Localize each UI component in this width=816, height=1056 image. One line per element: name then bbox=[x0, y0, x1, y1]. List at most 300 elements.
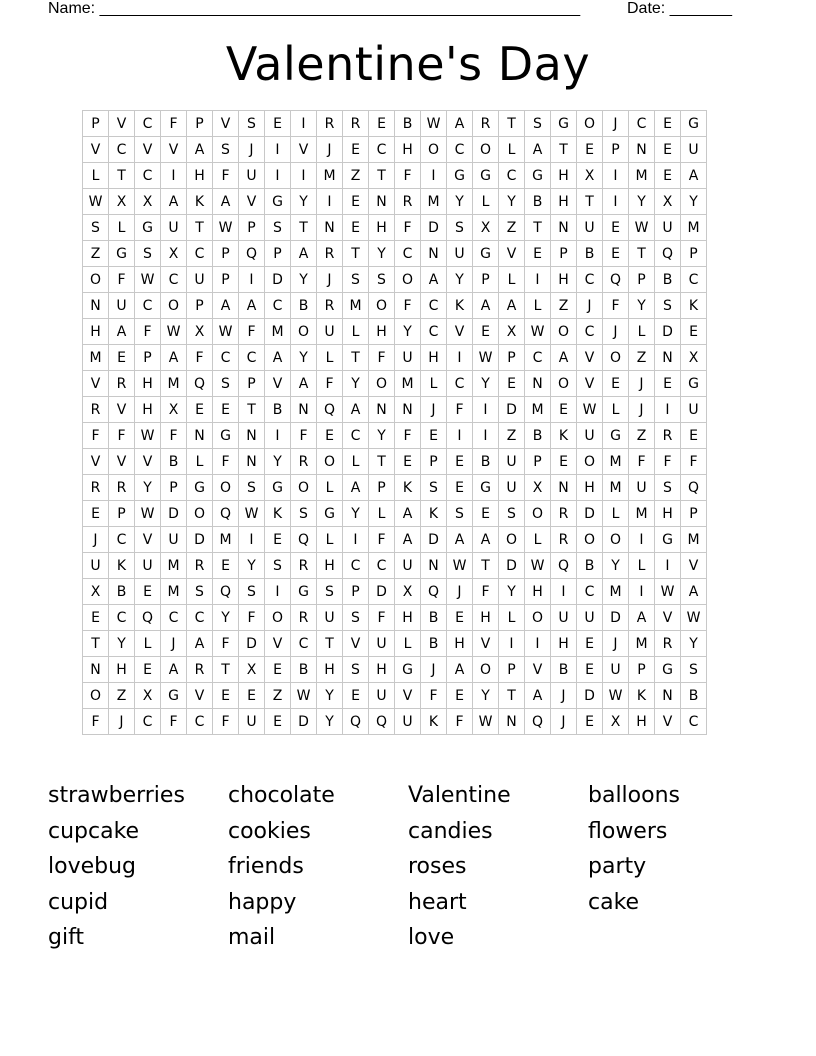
grid-cell[interactable]: F bbox=[109, 267, 135, 293]
grid-cell[interactable]: C bbox=[187, 605, 213, 631]
grid-cell[interactable]: G bbox=[473, 475, 499, 501]
grid-cell[interactable]: S bbox=[343, 605, 369, 631]
grid-cell[interactable]: U bbox=[447, 241, 473, 267]
grid-cell[interactable]: Q bbox=[213, 501, 239, 527]
grid-cell[interactable]: I bbox=[265, 137, 291, 163]
grid-cell[interactable]: F bbox=[187, 345, 213, 371]
grid-cell[interactable]: E bbox=[603, 241, 629, 267]
grid-cell[interactable]: P bbox=[109, 501, 135, 527]
grid-cell[interactable]: U bbox=[577, 215, 603, 241]
grid-cell[interactable]: E bbox=[187, 397, 213, 423]
grid-cell[interactable]: A bbox=[473, 527, 499, 553]
grid-cell[interactable]: F bbox=[161, 423, 187, 449]
grid-cell[interactable]: C bbox=[161, 267, 187, 293]
grid-cell[interactable]: H bbox=[369, 657, 395, 683]
grid-cell[interactable]: F bbox=[239, 319, 265, 345]
grid-cell[interactable]: O bbox=[161, 293, 187, 319]
grid-cell[interactable]: N bbox=[187, 423, 213, 449]
grid-cell[interactable]: L bbox=[317, 475, 343, 501]
grid-cell[interactable]: P bbox=[187, 111, 213, 137]
grid-cell[interactable]: F bbox=[213, 709, 239, 735]
grid-cell[interactable]: R bbox=[291, 553, 317, 579]
grid-cell[interactable]: X bbox=[161, 241, 187, 267]
grid-cell[interactable]: O bbox=[369, 371, 395, 397]
grid-cell[interactable]: Z bbox=[83, 241, 109, 267]
grid-cell[interactable]: K bbox=[187, 189, 213, 215]
grid-cell[interactable]: E bbox=[317, 423, 343, 449]
grid-cell[interactable]: O bbox=[83, 683, 109, 709]
grid-cell[interactable]: I bbox=[239, 267, 265, 293]
grid-cell[interactable]: U bbox=[655, 215, 681, 241]
grid-cell[interactable]: E bbox=[213, 683, 239, 709]
grid-cell[interactable]: W bbox=[135, 501, 161, 527]
grid-cell[interactable]: M bbox=[161, 579, 187, 605]
grid-cell[interactable]: F bbox=[83, 423, 109, 449]
grid-cell[interactable]: G bbox=[213, 423, 239, 449]
grid-cell[interactable]: J bbox=[83, 527, 109, 553]
grid-cell[interactable]: H bbox=[369, 319, 395, 345]
grid-cell[interactable]: A bbox=[395, 527, 421, 553]
grid-cell[interactable]: Z bbox=[499, 423, 525, 449]
grid-cell[interactable]: T bbox=[317, 631, 343, 657]
grid-cell[interactable]: F bbox=[369, 605, 395, 631]
grid-cell[interactable]: B bbox=[473, 449, 499, 475]
grid-cell[interactable]: L bbox=[135, 631, 161, 657]
grid-cell[interactable]: E bbox=[603, 215, 629, 241]
grid-cell[interactable]: E bbox=[421, 423, 447, 449]
grid-cell[interactable]: F bbox=[109, 423, 135, 449]
grid-cell[interactable]: N bbox=[421, 553, 447, 579]
grid-cell[interactable]: A bbox=[525, 137, 551, 163]
grid-cell[interactable]: Q bbox=[369, 709, 395, 735]
grid-cell[interactable]: V bbox=[109, 111, 135, 137]
grid-cell[interactable]: Y bbox=[135, 475, 161, 501]
grid-cell[interactable]: P bbox=[187, 293, 213, 319]
grid-cell[interactable]: I bbox=[629, 527, 655, 553]
grid-cell[interactable]: K bbox=[447, 293, 473, 319]
grid-cell[interactable]: M bbox=[213, 527, 239, 553]
grid-cell[interactable]: F bbox=[239, 605, 265, 631]
grid-cell[interactable]: G bbox=[681, 371, 707, 397]
grid-cell[interactable]: A bbox=[265, 345, 291, 371]
grid-cell[interactable]: Y bbox=[317, 683, 343, 709]
grid-cell[interactable]: K bbox=[681, 293, 707, 319]
grid-cell[interactable]: O bbox=[473, 657, 499, 683]
grid-cell[interactable]: E bbox=[655, 137, 681, 163]
grid-cell[interactable]: P bbox=[603, 137, 629, 163]
grid-cell[interactable]: R bbox=[187, 553, 213, 579]
grid-cell[interactable]: N bbox=[655, 345, 681, 371]
grid-cell[interactable]: Y bbox=[317, 709, 343, 735]
grid-cell[interactable]: U bbox=[577, 605, 603, 631]
grid-cell[interactable]: W bbox=[83, 189, 109, 215]
grid-cell[interactable]: I bbox=[343, 527, 369, 553]
grid-cell[interactable]: U bbox=[603, 657, 629, 683]
grid-cell[interactable]: R bbox=[551, 527, 577, 553]
grid-cell[interactable]: H bbox=[551, 267, 577, 293]
grid-cell[interactable]: O bbox=[265, 605, 291, 631]
grid-cell[interactable]: D bbox=[499, 553, 525, 579]
grid-cell[interactable]: N bbox=[83, 657, 109, 683]
grid-cell[interactable]: S bbox=[135, 241, 161, 267]
grid-cell[interactable]: E bbox=[239, 683, 265, 709]
grid-cell[interactable]: U bbox=[629, 475, 655, 501]
grid-cell[interactable]: Q bbox=[187, 371, 213, 397]
grid-cell[interactable]: E bbox=[681, 319, 707, 345]
grid-cell[interactable]: M bbox=[525, 397, 551, 423]
grid-cell[interactable]: M bbox=[629, 163, 655, 189]
grid-cell[interactable]: I bbox=[291, 111, 317, 137]
grid-cell[interactable]: A bbox=[109, 319, 135, 345]
grid-cell[interactable]: H bbox=[447, 631, 473, 657]
grid-cell[interactable]: W bbox=[525, 553, 551, 579]
grid-cell[interactable]: I bbox=[603, 189, 629, 215]
grid-cell[interactable]: I bbox=[291, 163, 317, 189]
grid-cell[interactable]: W bbox=[577, 397, 603, 423]
grid-cell[interactable]: F bbox=[317, 371, 343, 397]
grid-cell[interactable]: Y bbox=[343, 371, 369, 397]
grid-cell[interactable]: F bbox=[421, 683, 447, 709]
grid-cell[interactable]: C bbox=[447, 137, 473, 163]
grid-cell[interactable]: J bbox=[629, 371, 655, 397]
grid-cell[interactable]: T bbox=[499, 683, 525, 709]
name-field[interactable]: Name: ______________________________________________________ bbox=[48, 0, 581, 17]
grid-cell[interactable]: Q bbox=[551, 553, 577, 579]
grid-cell[interactable]: H bbox=[395, 137, 421, 163]
grid-cell[interactable]: R bbox=[395, 189, 421, 215]
grid-cell[interactable]: H bbox=[187, 163, 213, 189]
grid-cell[interactable]: V bbox=[655, 709, 681, 735]
grid-cell[interactable]: E bbox=[655, 163, 681, 189]
grid-cell[interactable]: I bbox=[655, 397, 681, 423]
grid-cell[interactable]: Y bbox=[369, 241, 395, 267]
grid-cell[interactable]: C bbox=[109, 137, 135, 163]
grid-cell[interactable]: H bbox=[395, 605, 421, 631]
grid-cell[interactable]: G bbox=[187, 475, 213, 501]
grid-cell[interactable]: I bbox=[473, 423, 499, 449]
grid-cell[interactable]: W bbox=[291, 683, 317, 709]
grid-cell[interactable]: V bbox=[135, 449, 161, 475]
grid-cell[interactable]: U bbox=[369, 631, 395, 657]
grid-cell[interactable]: X bbox=[603, 709, 629, 735]
grid-cell[interactable]: E bbox=[343, 683, 369, 709]
grid-cell[interactable]: A bbox=[161, 189, 187, 215]
grid-cell[interactable]: V bbox=[265, 631, 291, 657]
grid-cell[interactable]: G bbox=[551, 111, 577, 137]
grid-cell[interactable]: R bbox=[343, 111, 369, 137]
grid-cell[interactable]: A bbox=[525, 683, 551, 709]
grid-cell[interactable]: J bbox=[317, 137, 343, 163]
grid-cell[interactable]: Y bbox=[473, 371, 499, 397]
grid-cell[interactable]: X bbox=[239, 657, 265, 683]
grid-cell[interactable]: E bbox=[135, 657, 161, 683]
grid-cell[interactable]: R bbox=[317, 293, 343, 319]
grid-cell[interactable]: P bbox=[525, 449, 551, 475]
grid-cell[interactable]: C bbox=[265, 293, 291, 319]
grid-cell[interactable]: N bbox=[369, 189, 395, 215]
grid-cell[interactable]: L bbox=[317, 345, 343, 371]
grid-cell[interactable]: V bbox=[161, 137, 187, 163]
grid-cell[interactable]: T bbox=[83, 631, 109, 657]
grid-cell[interactable]: B bbox=[265, 397, 291, 423]
grid-cell[interactable]: Z bbox=[629, 345, 655, 371]
grid-cell[interactable]: F bbox=[447, 709, 473, 735]
grid-cell[interactable]: I bbox=[499, 631, 525, 657]
grid-cell[interactable]: F bbox=[447, 397, 473, 423]
grid-cell[interactable]: E bbox=[681, 423, 707, 449]
grid-cell[interactable]: H bbox=[83, 319, 109, 345]
grid-cell[interactable]: E bbox=[551, 397, 577, 423]
grid-cell[interactable]: I bbox=[421, 163, 447, 189]
grid-cell[interactable]: G bbox=[603, 423, 629, 449]
grid-cell[interactable]: O bbox=[525, 501, 551, 527]
grid-cell[interactable]: J bbox=[161, 631, 187, 657]
grid-cell[interactable]: O bbox=[369, 293, 395, 319]
grid-cell[interactable]: E bbox=[551, 449, 577, 475]
grid-cell[interactable]: G bbox=[291, 579, 317, 605]
grid-cell[interactable]: W bbox=[681, 605, 707, 631]
grid-cell[interactable]: S bbox=[213, 371, 239, 397]
grid-cell[interactable]: C bbox=[629, 111, 655, 137]
grid-cell[interactable]: S bbox=[681, 657, 707, 683]
grid-cell[interactable]: F bbox=[395, 215, 421, 241]
grid-cell[interactable]: V bbox=[655, 605, 681, 631]
grid-cell[interactable]: G bbox=[681, 111, 707, 137]
grid-cell[interactable]: E bbox=[473, 501, 499, 527]
grid-cell[interactable]: Y bbox=[603, 553, 629, 579]
grid-cell[interactable]: V bbox=[473, 631, 499, 657]
grid-cell[interactable]: I bbox=[655, 553, 681, 579]
grid-cell[interactable]: C bbox=[681, 709, 707, 735]
grid-cell[interactable]: S bbox=[655, 293, 681, 319]
grid-cell[interactable]: V bbox=[499, 241, 525, 267]
grid-cell[interactable]: F bbox=[681, 449, 707, 475]
grid-cell[interactable]: J bbox=[603, 111, 629, 137]
grid-cell[interactable]: J bbox=[629, 397, 655, 423]
grid-cell[interactable]: V bbox=[265, 371, 291, 397]
grid-cell[interactable]: A bbox=[629, 605, 655, 631]
grid-cell[interactable]: D bbox=[499, 397, 525, 423]
grid-cell[interactable]: A bbox=[447, 657, 473, 683]
grid-cell[interactable]: A bbox=[551, 345, 577, 371]
grid-cell[interactable]: M bbox=[395, 371, 421, 397]
grid-cell[interactable]: L bbox=[395, 631, 421, 657]
grid-cell[interactable]: V bbox=[525, 657, 551, 683]
grid-cell[interactable]: S bbox=[343, 267, 369, 293]
grid-cell[interactable]: M bbox=[603, 449, 629, 475]
grid-cell[interactable]: C bbox=[135, 111, 161, 137]
grid-cell[interactable]: N bbox=[629, 137, 655, 163]
grid-cell[interactable]: W bbox=[421, 111, 447, 137]
grid-cell[interactable]: P bbox=[265, 241, 291, 267]
grid-cell[interactable]: E bbox=[265, 709, 291, 735]
grid-cell[interactable]: M bbox=[681, 527, 707, 553]
grid-cell[interactable]: T bbox=[291, 215, 317, 241]
grid-cell[interactable]: Q bbox=[291, 527, 317, 553]
grid-cell[interactable]: O bbox=[499, 527, 525, 553]
grid-cell[interactable]: Y bbox=[681, 631, 707, 657]
grid-cell[interactable]: Y bbox=[629, 189, 655, 215]
grid-cell[interactable]: T bbox=[187, 215, 213, 241]
grid-cell[interactable]: B bbox=[551, 657, 577, 683]
grid-cell[interactable]: E bbox=[343, 215, 369, 241]
grid-cell[interactable]: F bbox=[161, 709, 187, 735]
grid-cell[interactable]: K bbox=[421, 709, 447, 735]
grid-cell[interactable]: R bbox=[83, 475, 109, 501]
grid-cell[interactable]: G bbox=[655, 527, 681, 553]
grid-cell[interactable]: U bbox=[317, 605, 343, 631]
grid-cell[interactable]: A bbox=[421, 267, 447, 293]
grid-cell[interactable]: H bbox=[135, 371, 161, 397]
grid-cell[interactable]: A bbox=[395, 501, 421, 527]
grid-cell[interactable]: D bbox=[421, 215, 447, 241]
grid-cell[interactable]: W bbox=[629, 215, 655, 241]
grid-cell[interactable]: D bbox=[603, 605, 629, 631]
grid-cell[interactable]: H bbox=[135, 397, 161, 423]
grid-cell[interactable]: W bbox=[161, 319, 187, 345]
grid-cell[interactable]: A bbox=[447, 111, 473, 137]
grid-cell[interactable]: C bbox=[291, 631, 317, 657]
grid-cell[interactable]: E bbox=[213, 553, 239, 579]
grid-cell[interactable]: Y bbox=[369, 423, 395, 449]
grid-cell[interactable]: S bbox=[447, 501, 473, 527]
grid-cell[interactable]: W bbox=[655, 579, 681, 605]
grid-cell[interactable]: F bbox=[135, 319, 161, 345]
grid-cell[interactable]: E bbox=[83, 605, 109, 631]
grid-cell[interactable]: S bbox=[447, 215, 473, 241]
grid-cell[interactable]: T bbox=[109, 163, 135, 189]
grid-cell[interactable]: D bbox=[239, 631, 265, 657]
grid-cell[interactable]: U bbox=[681, 397, 707, 423]
grid-cell[interactable]: E bbox=[447, 449, 473, 475]
grid-cell[interactable]: H bbox=[629, 709, 655, 735]
grid-cell[interactable]: T bbox=[343, 241, 369, 267]
grid-cell[interactable]: V bbox=[681, 553, 707, 579]
grid-cell[interactable]: Y bbox=[239, 553, 265, 579]
grid-cell[interactable]: Z bbox=[109, 683, 135, 709]
grid-cell[interactable]: U bbox=[499, 449, 525, 475]
grid-cell[interactable]: V bbox=[577, 371, 603, 397]
grid-cell[interactable]: N bbox=[551, 215, 577, 241]
grid-cell[interactable]: C bbox=[135, 709, 161, 735]
grid-cell[interactable]: I bbox=[525, 631, 551, 657]
grid-cell[interactable]: Y bbox=[395, 319, 421, 345]
grid-cell[interactable]: Y bbox=[447, 267, 473, 293]
grid-cell[interactable]: F bbox=[369, 527, 395, 553]
grid-cell[interactable]: C bbox=[343, 423, 369, 449]
grid-cell[interactable]: M bbox=[83, 345, 109, 371]
grid-cell[interactable]: J bbox=[317, 267, 343, 293]
grid-cell[interactable]: X bbox=[83, 579, 109, 605]
grid-cell[interactable]: F bbox=[603, 293, 629, 319]
grid-cell[interactable]: C bbox=[135, 163, 161, 189]
grid-cell[interactable]: E bbox=[265, 657, 291, 683]
grid-cell[interactable]: S bbox=[291, 501, 317, 527]
grid-cell[interactable]: G bbox=[473, 241, 499, 267]
grid-cell[interactable]: O bbox=[291, 475, 317, 501]
grid-cell[interactable]: T bbox=[343, 345, 369, 371]
grid-cell[interactable]: L bbox=[629, 553, 655, 579]
grid-cell[interactable]: D bbox=[577, 501, 603, 527]
grid-cell[interactable]: D bbox=[577, 683, 603, 709]
grid-cell[interactable]: R bbox=[655, 423, 681, 449]
grid-cell[interactable]: B bbox=[291, 293, 317, 319]
grid-cell[interactable]: U bbox=[239, 163, 265, 189]
grid-cell[interactable]: U bbox=[369, 683, 395, 709]
grid-cell[interactable]: E bbox=[135, 579, 161, 605]
grid-cell[interactable]: O bbox=[577, 527, 603, 553]
grid-cell[interactable]: O bbox=[577, 111, 603, 137]
grid-cell[interactable]: D bbox=[655, 319, 681, 345]
grid-cell[interactable]: O bbox=[525, 605, 551, 631]
grid-cell[interactable]: N bbox=[655, 683, 681, 709]
grid-cell[interactable]: D bbox=[265, 267, 291, 293]
grid-cell[interactable]: I bbox=[265, 579, 291, 605]
grid-cell[interactable]: K bbox=[395, 475, 421, 501]
grid-cell[interactable]: C bbox=[135, 293, 161, 319]
grid-cell[interactable]: E bbox=[265, 527, 291, 553]
grid-cell[interactable]: M bbox=[343, 293, 369, 319]
grid-cell[interactable]: N bbox=[395, 397, 421, 423]
grid-cell[interactable]: L bbox=[603, 501, 629, 527]
grid-cell[interactable]: B bbox=[655, 267, 681, 293]
grid-cell[interactable]: H bbox=[317, 553, 343, 579]
grid-cell[interactable]: J bbox=[421, 657, 447, 683]
grid-cell[interactable]: L bbox=[83, 163, 109, 189]
grid-cell[interactable]: C bbox=[343, 553, 369, 579]
grid-cell[interactable]: P bbox=[551, 241, 577, 267]
grid-cell[interactable]: M bbox=[681, 215, 707, 241]
grid-cell[interactable]: V bbox=[395, 683, 421, 709]
grid-cell[interactable]: I bbox=[551, 579, 577, 605]
grid-cell[interactable]: X bbox=[681, 345, 707, 371]
grid-cell[interactable]: S bbox=[265, 553, 291, 579]
grid-cell[interactable]: A bbox=[213, 293, 239, 319]
grid-cell[interactable]: B bbox=[395, 111, 421, 137]
grid-cell[interactable]: E bbox=[395, 449, 421, 475]
grid-cell[interactable]: E bbox=[343, 189, 369, 215]
grid-cell[interactable]: B bbox=[291, 657, 317, 683]
grid-cell[interactable]: R bbox=[291, 449, 317, 475]
grid-cell[interactable]: P bbox=[499, 345, 525, 371]
grid-cell[interactable]: T bbox=[629, 241, 655, 267]
grid-cell[interactable]: N bbox=[499, 709, 525, 735]
grid-cell[interactable]: N bbox=[239, 423, 265, 449]
grid-cell[interactable]: J bbox=[603, 319, 629, 345]
grid-cell[interactable]: A bbox=[213, 189, 239, 215]
grid-cell[interactable]: X bbox=[525, 475, 551, 501]
grid-cell[interactable]: W bbox=[135, 423, 161, 449]
grid-cell[interactable]: Y bbox=[499, 579, 525, 605]
grid-cell[interactable]: K bbox=[421, 501, 447, 527]
grid-cell[interactable]: N bbox=[421, 241, 447, 267]
grid-cell[interactable]: U bbox=[239, 709, 265, 735]
grid-cell[interactable]: W bbox=[473, 345, 499, 371]
grid-cell[interactable]: P bbox=[213, 267, 239, 293]
grid-cell[interactable]: P bbox=[681, 241, 707, 267]
grid-cell[interactable]: V bbox=[83, 449, 109, 475]
grid-cell[interactable]: Z bbox=[343, 163, 369, 189]
grid-cell[interactable]: Y bbox=[291, 345, 317, 371]
grid-cell[interactable]: I bbox=[239, 527, 265, 553]
grid-cell[interactable]: G bbox=[655, 657, 681, 683]
grid-cell[interactable]: D bbox=[369, 579, 395, 605]
grid-cell[interactable]: U bbox=[395, 553, 421, 579]
grid-cell[interactable]: E bbox=[577, 657, 603, 683]
grid-cell[interactable]: C bbox=[577, 319, 603, 345]
grid-cell[interactable]: J bbox=[421, 397, 447, 423]
grid-cell[interactable]: A bbox=[447, 527, 473, 553]
